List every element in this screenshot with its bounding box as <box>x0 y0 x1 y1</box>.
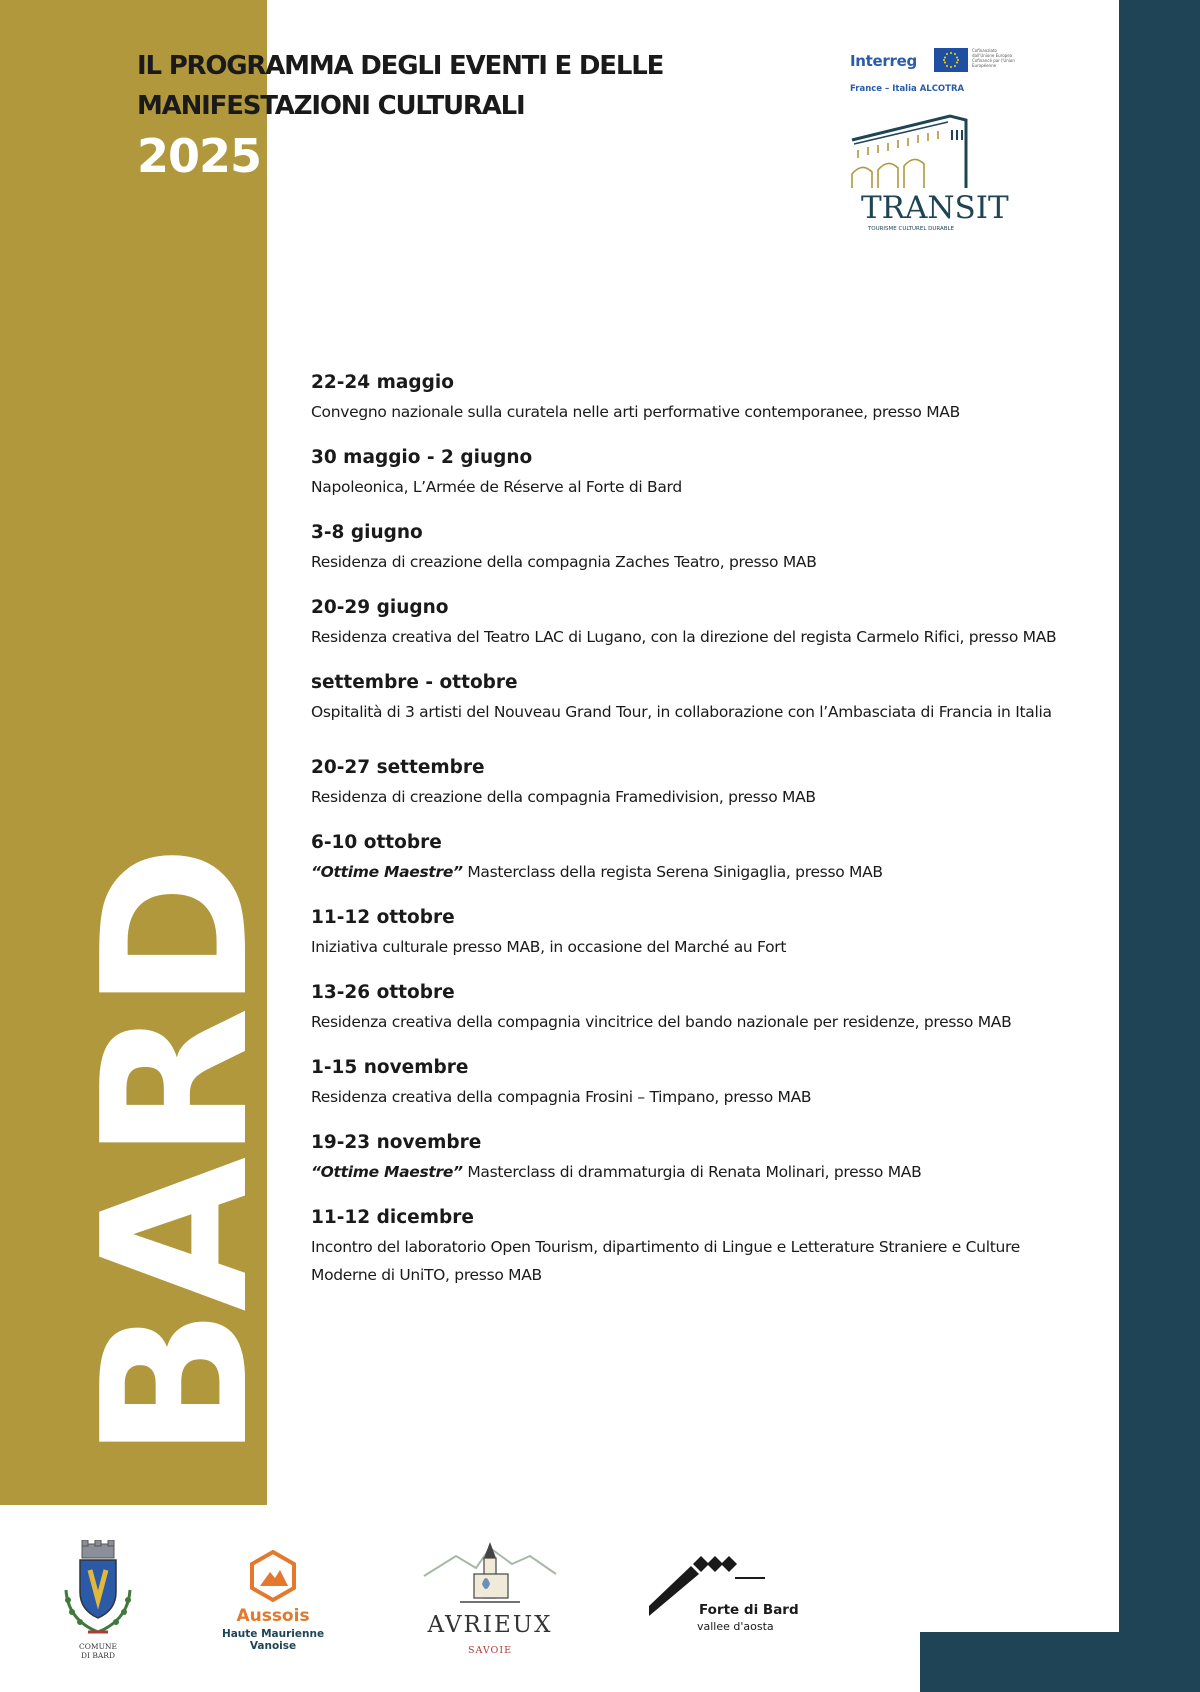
year-label: 2025 <box>137 129 262 183</box>
event-item <box>311 980 1061 1036</box>
event-date: 3-8 giugno <box>311 522 423 543</box>
bard-vertical-title: BARD <box>60 848 293 1460</box>
event-date: 11-12 ottobre <box>311 907 455 928</box>
event-description <box>311 623 1061 651</box>
event-description <box>311 1158 1061 1186</box>
event-date: 22-24 maggio <box>311 372 454 393</box>
forte-region: vallee d'aosta <box>697 1620 774 1633</box>
event-text: Incontro del laboratorio Open Tourism, dipartimento di Lingue e Letterature Straniere e Culture Moderne di UniTO, presso MAB <box>311 1238 1020 1284</box>
event-description <box>311 1083 1061 1111</box>
transit-building-icon <box>846 110 976 192</box>
event-item <box>311 1130 1061 1186</box>
event-text: Residenza creativa del Teatro LAC di Lugano, con la direzione del regista Carmelo Rifici, presso MAB <box>311 628 1057 646</box>
event-date: 19-23 novembre <box>311 1132 482 1153</box>
event-text: Residenza creativa della compagnia vincitrice del bando nazionale per residenze, presso MAB <box>311 1013 1012 1031</box>
eu-cofinancing-text <box>972 48 1032 68</box>
event-text: Masterclass di drammaturgia di Renata Molinari, presso MAB <box>462 1163 922 1181</box>
event-item <box>311 520 1061 576</box>
avrieux-logo <box>420 1538 560 1668</box>
event-description <box>311 698 1061 726</box>
avrieux-church-icon <box>420 1538 560 1610</box>
comune-di-bard-logo <box>58 1540 138 1660</box>
eu-text-line-2: dall'Unione Europea <box>972 53 1013 58</box>
eu-text-line-1: Cofinanziato <box>972 48 997 53</box>
navy-side-band <box>1119 0 1200 1632</box>
title-line-1: IL PROGRAMMA DEGLI EVENTI E DELLE <box>137 51 664 81</box>
forte-name: Forte di Bard <box>699 1602 799 1618</box>
event-text: Iniziativa culturale presso MAB, in occasione del Marché au Fort <box>311 938 787 956</box>
event-item <box>311 595 1061 651</box>
page-header <box>137 46 697 186</box>
aussois-name: Aussois <box>236 1606 310 1626</box>
event-text: Residenza creativa della compagnia Frosini – Timpano, presso MAB <box>311 1088 812 1106</box>
event-description <box>311 548 1061 576</box>
event-description <box>311 933 1061 961</box>
avrieux-region: SAVOIE <box>467 1645 513 1656</box>
event-description <box>311 473 1061 501</box>
coat-of-arms-icon <box>58 1540 138 1640</box>
event-date: settembre - ottobre <box>311 672 518 693</box>
aussois-subtitle-line-2: Vanoise <box>249 1640 297 1652</box>
aussois-subtitle <box>208 1628 338 1652</box>
event-description <box>311 398 1061 426</box>
event-item <box>311 445 1061 501</box>
transit-name: TRANSIT <box>861 190 1009 226</box>
event-description <box>311 1008 1061 1036</box>
event-description <box>311 858 1061 886</box>
event-emphasis: “Ottime Maestre” <box>311 863 463 881</box>
events-list <box>311 370 1061 1308</box>
event-item <box>311 1205 1061 1289</box>
event-date: 1-15 novembre <box>311 1057 469 1078</box>
event-date: 13-26 ottobre <box>311 982 455 1003</box>
event-description <box>311 1233 1061 1289</box>
navy-footer-band <box>920 1632 1200 1692</box>
event-text: Masterclass della regista Serena Sinigaglia, presso MAB <box>462 863 883 881</box>
comune-label-line-1: COMUNE <box>79 1642 117 1651</box>
event-text: Ospitalità di 3 artisti del Nouveau Grand Tour, in collaborazione con l’Ambasciata di Francia in Italia <box>311 703 1052 721</box>
event-text: Napoleonica, L’Armée de Réserve al Forte di Bard <box>311 478 682 496</box>
event-item <box>311 755 1061 811</box>
event-item <box>311 905 1061 961</box>
comune-label-line-2: DI BARD <box>81 1651 115 1660</box>
event-text: Residenza di creazione della compagnia Zaches Teatro, presso MAB <box>311 553 817 571</box>
event-date: 20-29 giugno <box>311 597 449 618</box>
event-date: 20-27 settembre <box>311 757 485 778</box>
event-emphasis: “Ottime Maestre” <box>311 1163 463 1181</box>
event-date: 30 maggio - 2 giugno <box>311 447 533 468</box>
page-title <box>137 46 697 126</box>
aussois-subtitle-line-1: Haute Maurienne <box>221 1628 325 1640</box>
transit-logo <box>846 110 1009 240</box>
event-item <box>311 830 1061 886</box>
interreg-subtitle: France – Italia ALCOTRA <box>850 84 965 94</box>
event-item <box>311 670 1061 726</box>
eu-flag-icon <box>934 48 968 72</box>
event-description <box>311 783 1061 811</box>
event-item <box>311 370 1061 426</box>
event-text: Convegno nazionale sulla curatela nelle arti performative contemporanee, presso MAB <box>311 403 960 421</box>
event-text: Residenza di creazione della compagnia Framedivision, presso MAB <box>311 788 816 806</box>
eu-text-line-3: Cofinancé par l'Union Européenne <box>972 58 1015 68</box>
title-line-2: MANIFESTAZIONI CULTURALI <box>137 91 525 121</box>
event-date: 6-10 ottobre <box>311 832 442 853</box>
transit-tagline: TOURISME CULTUREL DURABLE <box>867 226 955 232</box>
interreg-name: Interreg <box>850 52 917 70</box>
avrieux-name: AVRIEUX <box>427 1612 553 1638</box>
comune-label <box>58 1642 138 1660</box>
interreg-logo <box>850 46 1020 96</box>
event-date: 11-12 dicembre <box>311 1207 474 1228</box>
aussois-logo <box>208 1550 338 1660</box>
aussois-mountain-icon <box>208 1550 338 1604</box>
event-item <box>311 1055 1061 1111</box>
forte-di-bard-logo <box>645 1556 825 1636</box>
